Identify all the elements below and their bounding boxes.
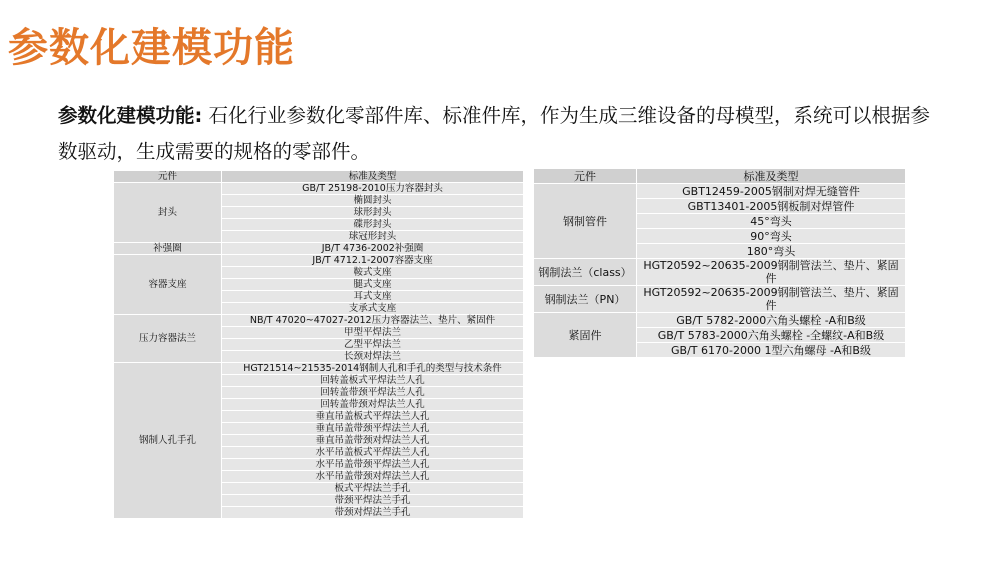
component-category: 钢制法兰（class） [534,259,637,286]
table-row [534,286,906,313]
table-row [114,255,524,267]
component-category: 钢制法兰（PN） [534,286,637,313]
standard-item: HGT20592~20635-2009钢制管法兰、垫片、紧固件 [637,286,906,313]
standard-item: NB/T 47020~47027-2012压力容器法兰、垫片、紧固件 [222,315,524,327]
standard-item: 腿式支座 [222,279,524,291]
standard-item: 水平吊盖板式平焊法兰人孔 [222,447,524,459]
standard-item: 碟形封头 [222,219,524,231]
table-row [534,313,906,328]
standard-item: 板式平焊法兰手孔 [222,483,524,495]
standard-item: 带颈对焊法兰手孔 [222,507,524,519]
standard-item: 回转盖带颈平焊法兰人孔 [222,387,524,399]
standard-item: HGT21514~21535-2014钢制人孔和手孔的类型与技术条件 [222,363,524,375]
component-category: 钢制人孔手孔 [114,363,222,519]
standard-item: 带颈平焊法兰手孔 [222,495,524,507]
standard-item: 回转盖板式平焊法兰人孔 [222,375,524,387]
right-standards-table [533,168,906,358]
description-colon: : [194,104,203,127]
component-category: 容器支座 [114,255,222,315]
header-component: 元件 [114,171,222,183]
component-category: 钢制管件 [534,184,637,259]
table-row [534,259,906,286]
standard-item: 90°弯头 [637,229,906,244]
component-category: 封头 [114,183,222,243]
table-row [114,315,524,327]
header-component: 元件 [534,169,637,184]
standard-item: 鞍式支座 [222,267,524,279]
standard-item: JB/T 4736-2002补强圈 [222,243,524,255]
table-header-row [114,171,524,183]
standard-item: GB/T 25198-2010压力容器封头 [222,183,524,195]
standard-item: 水平吊盖带颈对焊法兰人孔 [222,471,524,483]
header-standard: 标准及类型 [222,171,524,183]
standard-item: 回转盖带颈对焊法兰人孔 [222,399,524,411]
standard-item: 45°弯头 [637,214,906,229]
standard-item: 椭圆封头 [222,195,524,207]
standard-item: JB/T 4712.1-2007容器支座 [222,255,524,267]
standard-item: GB/T 6170-2000 1型六角螺母 -A和B级 [637,343,906,358]
standard-item: 支承式支座 [222,303,524,315]
table-header-row [534,169,906,184]
left-standards-table [113,170,524,519]
component-category: 紧固件 [534,313,637,358]
table-row [114,183,524,195]
standard-item: 甲型平焊法兰 [222,327,524,339]
page-title: 参数化建模功能 [8,25,295,71]
standard-item: GBT12459-2005钢制对焊无缝管件 [637,184,906,199]
component-category: 补强圈 [114,243,222,255]
component-category: 压力容器法兰 [114,315,222,363]
table-row [114,363,524,375]
standard-item: 水平吊盖带颈平焊法兰人孔 [222,459,524,471]
description-lead: 参数化建模功能 [58,104,195,127]
standard-item: GB/T 5783-2000六角头螺栓 -全螺纹-A和B级 [637,328,906,343]
standard-item: 垂直吊盖带颈对焊法兰人孔 [222,435,524,447]
standard-item: 球形封头 [222,207,524,219]
standard-item: 乙型平焊法兰 [222,339,524,351]
standard-item: 耳式支座 [222,291,524,303]
header-standard: 标准及类型 [637,169,906,184]
standard-item: 垂直吊盖板式平焊法兰人孔 [222,411,524,423]
table-row [114,243,524,255]
standard-item: 垂直吊盖带颈平焊法兰人孔 [222,423,524,435]
table-row [534,184,906,199]
standard-item: GBT13401-2005钢板制对焊管件 [637,199,906,214]
standard-item: HGT20592~20635-2009钢制管法兰、垫片、紧固件 [637,259,906,286]
standard-item: 180°弯头 [637,244,906,259]
description-text: 石化行业参数化零部件库、标准件库，作为生成三维设备的母模型，系统可以根据参数驱动，生成需要的规格的零部件。 [58,104,931,163]
description-paragraph [58,98,938,170]
standard-item: 长颈对焊法兰 [222,351,524,363]
standard-item: 球冠形封头 [222,231,524,243]
standard-item: GB/T 5782-2000六角头螺栓 -A和B级 [637,313,906,328]
